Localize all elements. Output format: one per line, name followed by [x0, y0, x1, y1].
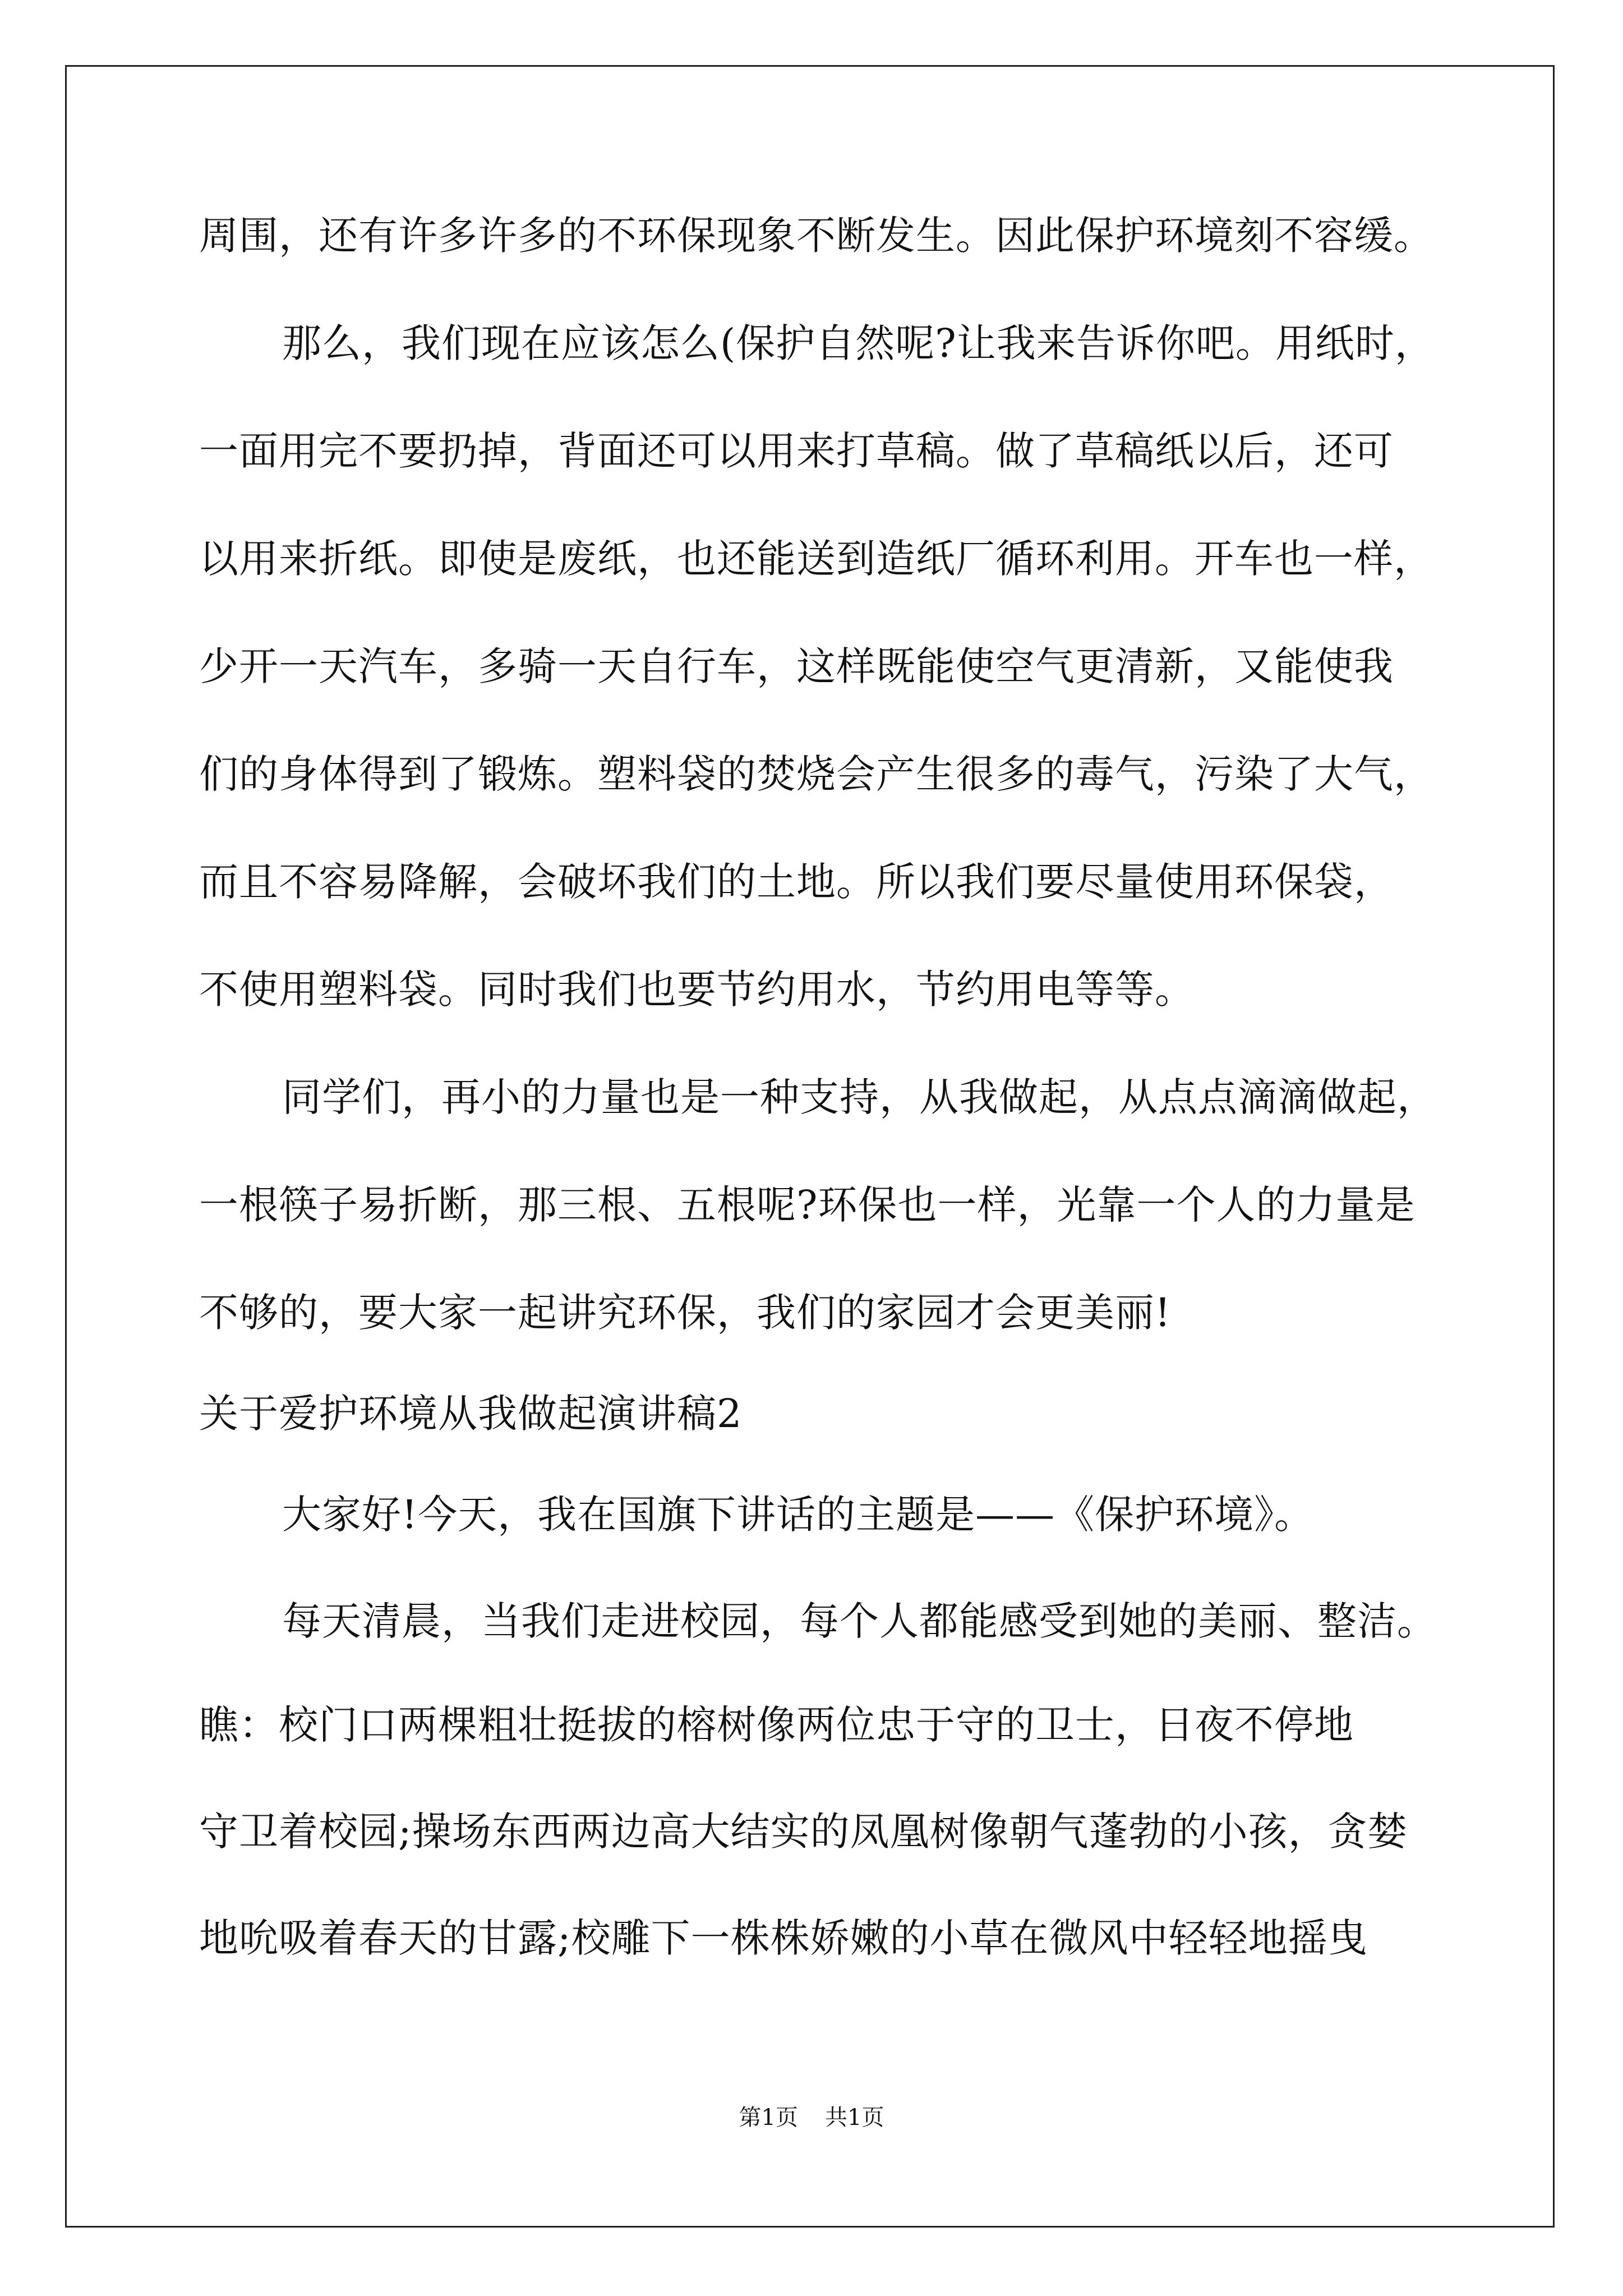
section-heading: 关于爱护环境从我做起演讲稿2: [199, 1391, 743, 1437]
text-line: 以用来折纸。即使是废纸，也还能送到造纸厂循环利用。开车也一样，: [199, 536, 1433, 582]
text-line: 们的身体得到了锻炼。塑料袋的焚烧会产生很多的毒气，污染了大气，: [199, 751, 1433, 797]
paragraph-first-line: 每天清晨，当我们走进校园，每个人都能感受到她的美丽、整洁。: [282, 1598, 1437, 1644]
text-line: 守卫着校园;操场东西两边高大结实的凤凰树像朝气蓬勃的小孩，贪婪: [199, 1809, 1408, 1855]
paragraph-first-line: 那么，我们现在应该怎么(保护自然呢?让我来告诉你吧。用纸时，: [282, 320, 1435, 366]
page-number: 第1页: [739, 2105, 798, 2131]
paragraph-first-line: 大家好!今天，我在国旗下讲话的主题是——《保护环境》。: [282, 1492, 1315, 1538]
page-total: 共1页: [825, 2105, 884, 2131]
text-line: 而且不容易降解，会破坏我们的土地。所以我们要尽量使用环保袋，: [199, 859, 1394, 905]
text-line: 不够的，要大家一起讲究环保，我们的家园才会更美丽!: [199, 1290, 1172, 1336]
text-line: 周围，还有许多许多的不环保现象不断发生。因此保护环境刻不容缓。: [199, 213, 1433, 259]
text-line: 地吮吸着春天的甘露;校雕下一株株娇嫩的小草在微风中轻轻地摇曳: [199, 1915, 1368, 1961]
text-line: 一面用完不要扔掉，背面还可以用来打草稿。做了草稿纸以后，还可: [199, 428, 1394, 474]
paragraph-first-line: 同学们，再小的力量也是一种支持，从我做起，从点点滴滴做起，: [282, 1074, 1437, 1120]
text-line: 少开一天汽车，多骑一天自行车，这样既能使空气更清新，又能使我: [199, 643, 1394, 689]
page-border: [65, 65, 1555, 2228]
page-footer: [0, 2104, 1623, 2132]
text-line: 瞧：校门口两棵粗壮挺拔的榕树像两位忠于守的卫士，日夜不停地: [199, 1702, 1354, 1748]
text-line: 一根筷子易折断，那三根、五根呢?环保也一样，光靠一个人的力量是: [199, 1182, 1415, 1228]
text-line: 不使用塑料袋。同时我们也要节约用水，节约用电等等。: [199, 967, 1195, 1013]
